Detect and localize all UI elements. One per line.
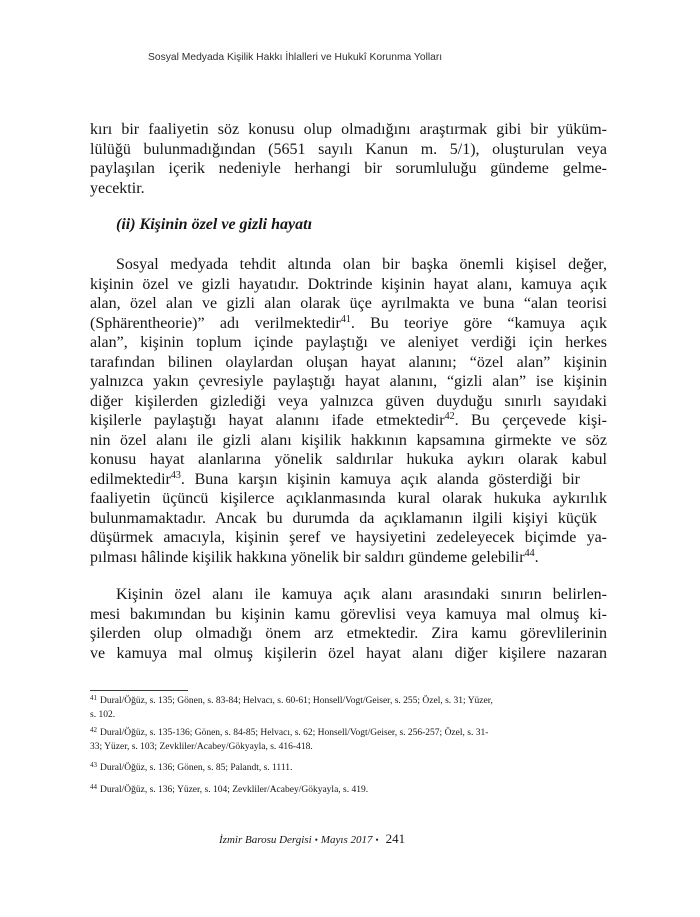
footnote-line bbox=[90, 727, 550, 741]
text-line: yalnızca yakın çevresiyle paylaştığı hayat alanını, “gizli alan” ise kişinin bbox=[90, 373, 607, 390]
text-line: diğer kişilerden gizlediği veya yalnızca güven duyduğu sınırlı sayıdaki bbox=[90, 392, 607, 410]
separator-dot: • bbox=[375, 835, 379, 845]
footnote-number: 44 bbox=[90, 783, 97, 791]
issue-date: Mayıs 2017 bbox=[320, 834, 373, 846]
text-line bbox=[90, 470, 580, 490]
paragraph bbox=[90, 120, 607, 198]
text-line: lülüğü bulunmadığından (5651 sayılı Kanun m. 5/1), oluşturulan veya bbox=[90, 140, 607, 158]
footnote-line bbox=[90, 695, 550, 709]
text-segment: . bbox=[534, 548, 539, 566]
footnote-text: Dural/Öğüz, s. 136; Gönen, s. 85; Palandt, s. 1111. bbox=[100, 763, 293, 773]
text-line: Sosyal medyada tehdit altında olan bir başka önemli kişisel değer, bbox=[116, 256, 607, 273]
text-line: alan”, kişinin toplum içinde paylaştığı ve aleniyet verdiği için herkes bbox=[90, 334, 607, 351]
footnote-text: Dural/Öğüz, s. 136; Yüzer, s. 104; Zevkliler/Acabey/Gökyayla, s. 419. bbox=[100, 785, 369, 795]
text-segment: . Bu teoriye göre “kamuya açık bbox=[350, 314, 608, 332]
text-line: Kişinin özel alanı ile kamuya açık alanı arasındaki sınırın belirlen- bbox=[116, 586, 607, 603]
text-line: konusu hayat alanlarına yönelik saldırılar hukuka aykırı olarak kabul bbox=[90, 451, 607, 468]
text-line: kişinin özel ve gizli hayatıdır. Doktrinde kişinin hayat alanı, kamuya açık bbox=[90, 275, 607, 293]
footnote-line bbox=[90, 784, 550, 798]
text-line: tarafından bilinen olaylardan oluşan hayat alanını; “özel alan” kişinin bbox=[90, 353, 607, 371]
text-line bbox=[90, 411, 607, 431]
footnote-number: 42 bbox=[90, 726, 97, 734]
text-line: faaliyetin üçüncü kişilerce açıklanmasında kural olarak hukuka aykırılık bbox=[90, 490, 607, 507]
text-line: şilerden olup olmadığı önem arz etmektedir. Zira kamu görevlilerinin bbox=[90, 625, 607, 642]
text-segment: (Sphärentheorie)” adı verilmektedir bbox=[90, 314, 341, 332]
text-line: düşürmek amacıyla, kişinin şeref ve haysiyetini zedeleyecek biçimde ya- bbox=[90, 529, 607, 546]
footnote-number: 41 bbox=[90, 694, 97, 702]
footnote-number: 43 bbox=[90, 761, 97, 769]
running-header: Sosyal Medyada Kişilik Hakkı İhlalleri ve Hukukî Korunma Yolları bbox=[148, 52, 443, 63]
text-segment: edilmektedir bbox=[90, 470, 171, 488]
text-line: paylaşılan içerik nedeniyle herhangi bir sorumluluğu gündeme gelme- bbox=[90, 160, 607, 177]
text-line: yecektir. bbox=[90, 179, 145, 197]
text-line: kırı bir faaliyetin söz konusu olup olmadığını araştırmak gibi bir yüküm- bbox=[90, 121, 607, 138]
text-line: bulunmamaktadır. Ancak bu durumda da açıklamanın ilgili kişiyi küçük bbox=[90, 509, 597, 527]
text-line: nin özel alanı ile gizli alanı kişilik hakkının kapsamına girmekte ve söz bbox=[90, 431, 607, 449]
separator-dot: • bbox=[314, 835, 318, 845]
section-heading: (ii) Kişinin özel ve gizli hayatı bbox=[116, 216, 313, 233]
footnote-ref: 44 bbox=[524, 547, 535, 559]
text-segment: pılması hâlinde kişilik hakkına yönelik bir saldırı gündeme gelebilir bbox=[90, 548, 525, 566]
footnote-ref: 41 bbox=[340, 313, 351, 325]
text-line: ve kamuya mal olmuş kişilerin özel hayat alanı diğer kişilere nazaran bbox=[90, 644, 607, 662]
page-number: 241 bbox=[385, 831, 406, 846]
text-line bbox=[90, 314, 607, 334]
journal-name: İzmir Barosu Dergisi bbox=[219, 834, 312, 846]
footnote bbox=[90, 784, 550, 798]
footnote bbox=[90, 762, 550, 776]
paragraph bbox=[90, 585, 607, 663]
text-segment: kişilerle paylaştığı hayat alanını ifade etmektedir bbox=[90, 412, 445, 429]
text-line bbox=[90, 548, 607, 568]
text-segment: . Buna karşın kişinin kamuya açık alanda gösterdiği bir bbox=[180, 470, 580, 488]
footnote bbox=[90, 727, 550, 754]
page-footer bbox=[219, 831, 405, 848]
footnote-line: s. 102. bbox=[90, 709, 116, 720]
footnote-line bbox=[90, 762, 550, 776]
footnote-ref: 42 bbox=[444, 411, 455, 422]
footnote-text: Dural/Öğüz, s. 135; Gönen, s. 83-84; Helvacı, s. 60-61; Honsell/Vogt/Geiser, s. 255; Özel, s. 31; Yüzer, bbox=[100, 696, 493, 706]
text-line: mesi bakımından bu kişinin kamu görevlisi veya kamuya mal olmuş ki- bbox=[90, 605, 607, 623]
footnote-ref: 43 bbox=[170, 469, 181, 481]
footnote-line: 33; Yüzer, s. 103; Zevkliler/Acabey/Gökyayla, s. 416-418. bbox=[90, 741, 313, 752]
text-line: alan, özel alan ve gizli alan olarak üçe ayrılmakta ve buna “alan teorisi bbox=[90, 295, 607, 312]
footnote bbox=[90, 695, 550, 722]
footnote-text: Dural/Öğüz, s. 135-136; Gönen, s. 84-85; Helvacı, s. 62; Honsell/Vogt/Geiser, s. 256-257; Özel, s. 31- bbox=[100, 728, 489, 738]
footnote-separator bbox=[90, 690, 188, 691]
text-segment: . Bu çerçevede kişi- bbox=[454, 412, 608, 429]
paragraph bbox=[90, 255, 607, 567]
